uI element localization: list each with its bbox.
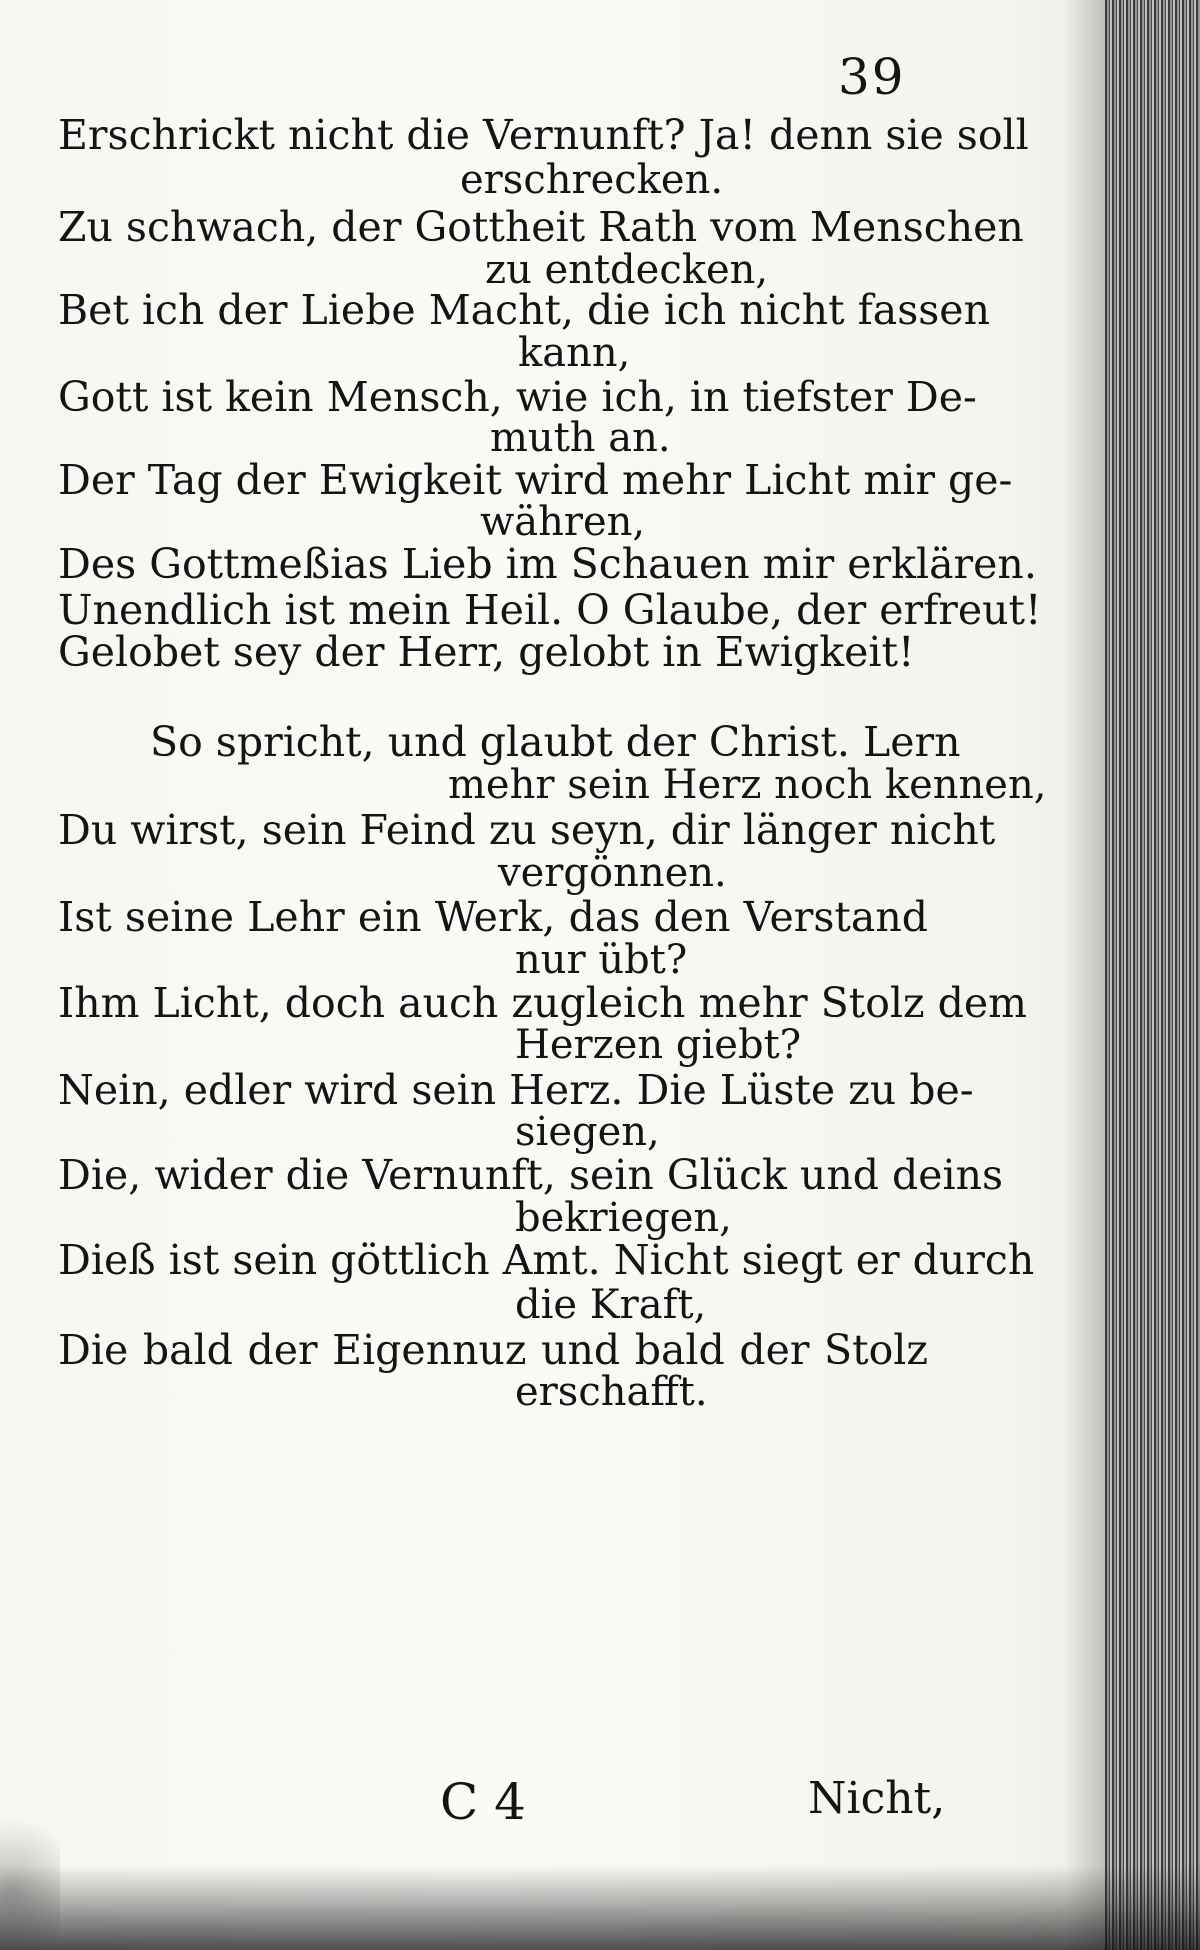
page-block-edge — [1105, 0, 1200, 1950]
verse-line: Ist seine Lehr ein Werk, das den Verstand — [58, 893, 928, 941]
verse-line: Du wirst, sein Feind zu seyn, dir länger nicht — [58, 806, 996, 854]
page-stain — [0, 1800, 60, 1950]
page-gutter-shadow — [1065, 0, 1105, 1950]
verse-line: Dieß ist sein göttlich Amt. Nicht siegt er durch — [58, 1236, 1035, 1284]
catchword: Nicht, — [808, 1773, 946, 1824]
verse-runover: erschafft. — [515, 1369, 708, 1415]
verse-runover: kann, — [518, 330, 631, 376]
verse-runover: zu entdecken, — [485, 247, 769, 293]
page-number: 39 — [838, 48, 906, 106]
verse-runover: mehr sein Herz noch kennen, — [448, 762, 1047, 808]
page-bottom-shadow — [0, 1865, 1200, 1950]
verse-line: So spricht, und glaubt der Christ. Lern — [150, 718, 961, 766]
verse-runover: Herzen giebt? — [515, 1022, 802, 1068]
verse-line: Die, wider die Vernunft, sein Glück und deins — [58, 1151, 1004, 1199]
verse-runover: die Kraft, — [515, 1282, 707, 1328]
verse-runover: erschrecken. — [460, 157, 724, 203]
verse-line: Bet ich der Liebe Macht, die ich nicht fassen — [58, 286, 990, 334]
verse-line: Nein, edler wird sein Herz. Die Lüste zu be- — [58, 1066, 974, 1114]
verse-line: Die bald der Eigennuz und bald der Stolz — [58, 1326, 928, 1374]
signature-mark: C 4 — [440, 1773, 526, 1831]
verse-line: Ihm Licht, doch auch zugleich mehr Stolz dem — [58, 979, 1028, 1027]
verse-runover: muth an. — [490, 415, 671, 461]
verse-line: Gott ist kein Mensch, wie ich, in tiefster De- — [58, 373, 977, 421]
verse-runover: währen, — [480, 499, 646, 545]
verse-line: Zu schwach, der Gottheit Rath vom Menschen — [58, 203, 1024, 251]
verse-line: Gelobet sey der Herr, gelobt in Ewigkeit! — [58, 628, 915, 676]
verse-line: Des Gottmeßias Lieb im Schauen mir erklären. — [58, 540, 1037, 588]
verse-line: Unendlich ist mein Heil. O Glaube, der erfreut! — [58, 586, 1042, 634]
verse-line: Erschrickt nicht die Vernunft? Ja! denn sie soll — [58, 111, 1029, 159]
verse-runover: bekriegen, — [515, 1195, 732, 1241]
verse-runover: vergönnen. — [498, 850, 727, 896]
verse-runover: siegen, — [515, 1109, 660, 1155]
verse-line: Der Tag der Ewigkeit wird mehr Licht mir ge- — [58, 456, 1013, 504]
verse-runover: nur übt? — [515, 937, 688, 983]
